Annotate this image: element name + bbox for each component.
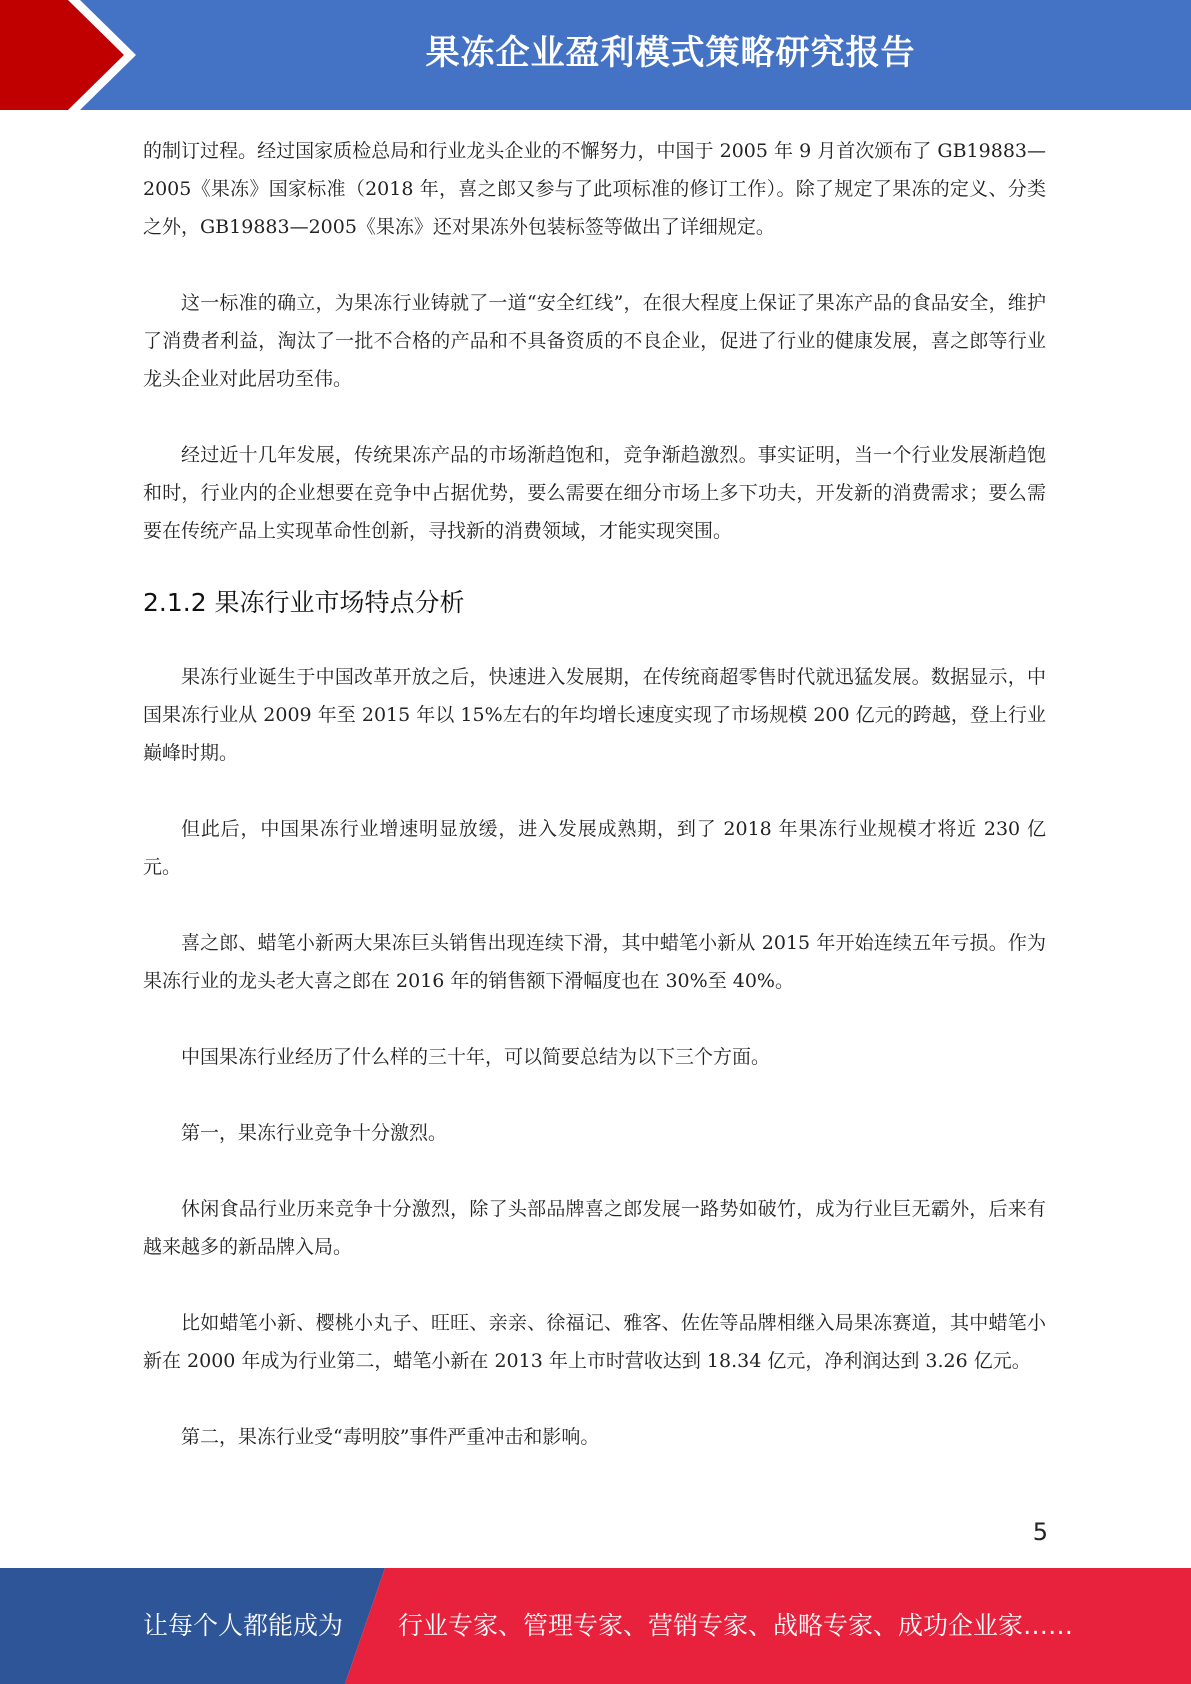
document-body bbox=[143, 132, 1046, 1456]
paragraph: 但此后，中国果冻行业增速明显放缓，进入发展成熟期，到了 2018 年果冻行业规模才将近 230 亿元。 bbox=[143, 818, 1046, 878]
paragraph: 第二，果冻行业受“毒明胶”事件严重冲击和影响。 bbox=[181, 1426, 600, 1448]
paragraph: 休闲食品行业历来竞争十分激烈，除了头部品牌喜之郎发展一路势如破竹，成为行业巨无霸外，后来有越来越多的新品牌入局。 bbox=[143, 1198, 1046, 1258]
paragraph: 中国果冻行业经历了什么样的三十年，可以简要总结为以下三个方面。 bbox=[181, 1046, 771, 1068]
header-arrow-decoration bbox=[0, 0, 150, 110]
paragraph: 喜之郎、蜡笔小新两大果冻巨头销售出现连续下滑，其中蜡笔小新从 2015 年开始连续五年亏损。作为果冻行业的龙头老大喜之郎在 2016 年的销售额下滑幅度也在 30%至 40%。 bbox=[143, 932, 1046, 992]
paragraph: 这一标准的确立，为果冻行业铸就了一道“安全红线”，在很大程度上保证了果冻产品的食品安全，维护了消费者利益，淘汰了一批不合格的产品和不具备资质的不良企业，促进了行业的健康发展，喜之郎等行业龙头企业对此居功至伟。 bbox=[143, 292, 1046, 390]
report-title: 果冻企业盈利模式策略研究报告 bbox=[425, 33, 916, 73]
paragraph: 第一，果冻行业竞争十分激烈。 bbox=[181, 1122, 448, 1144]
paragraph: 的制订过程。经过国家质检总局和行业龙头企业的不懈努力，中国于 2005 年 9 月首次颁布了 GB19883—2005《果冻》国家标准（2018 年，喜之郎又参与了此项标准的修订工作）。除了规定了果冻的定义、分类之外，GB19883—2005《果冻》还对果冻外包装标签等做出了详细规定。 bbox=[143, 140, 1046, 238]
page-header bbox=[0, 0, 1191, 110]
footer-slogan-left: 让每个人都能成为 bbox=[143, 1611, 344, 1640]
paragraph: 比如蜡笔小新、樱桃小丸子、旺旺、亲亲、徐福记、雅客、佐佐等品牌相继入局果冻赛道，其中蜡笔小新在 2000 年成为行业第二，蜡笔小新在 2013 年上市时营收达到 18.34 亿元，净利润达到 3.26 亿元。 bbox=[143, 1312, 1046, 1372]
page-footer bbox=[0, 1568, 1191, 1684]
section-heading: 2.1.2 果冻行业市场特点分析 bbox=[143, 588, 465, 617]
paragraph: 经过近十几年发展，传统果冻产品的市场渐趋饱和，竞争渐趋激烈。事实证明，当一个行业发展渐趋饱和时，行业内的企业想要在竞争中占据优势，要么需要在细分市场上多下功夫，开发新的消费需求；要么需要在传统产品上实现革命性创新，寻找新的消费领域，才能实现突围。 bbox=[143, 444, 1046, 542]
footer-slogan-right: 行业专家、管理专家、营销专家、战略专家、成功企业家…… bbox=[398, 1611, 1074, 1640]
page-number: 5 bbox=[1032, 1518, 1048, 1546]
paragraph: 果冻行业诞生于中国改革开放之后，快速进入发展期，在传统商超零售时代就迅猛发展。数据显示，中国果冻行业从 2009 年至 2015 年以 15%左右的年均增长速度实现了市场规模 200 亿元的跨越，登上行业巅峰时期。 bbox=[143, 666, 1046, 764]
